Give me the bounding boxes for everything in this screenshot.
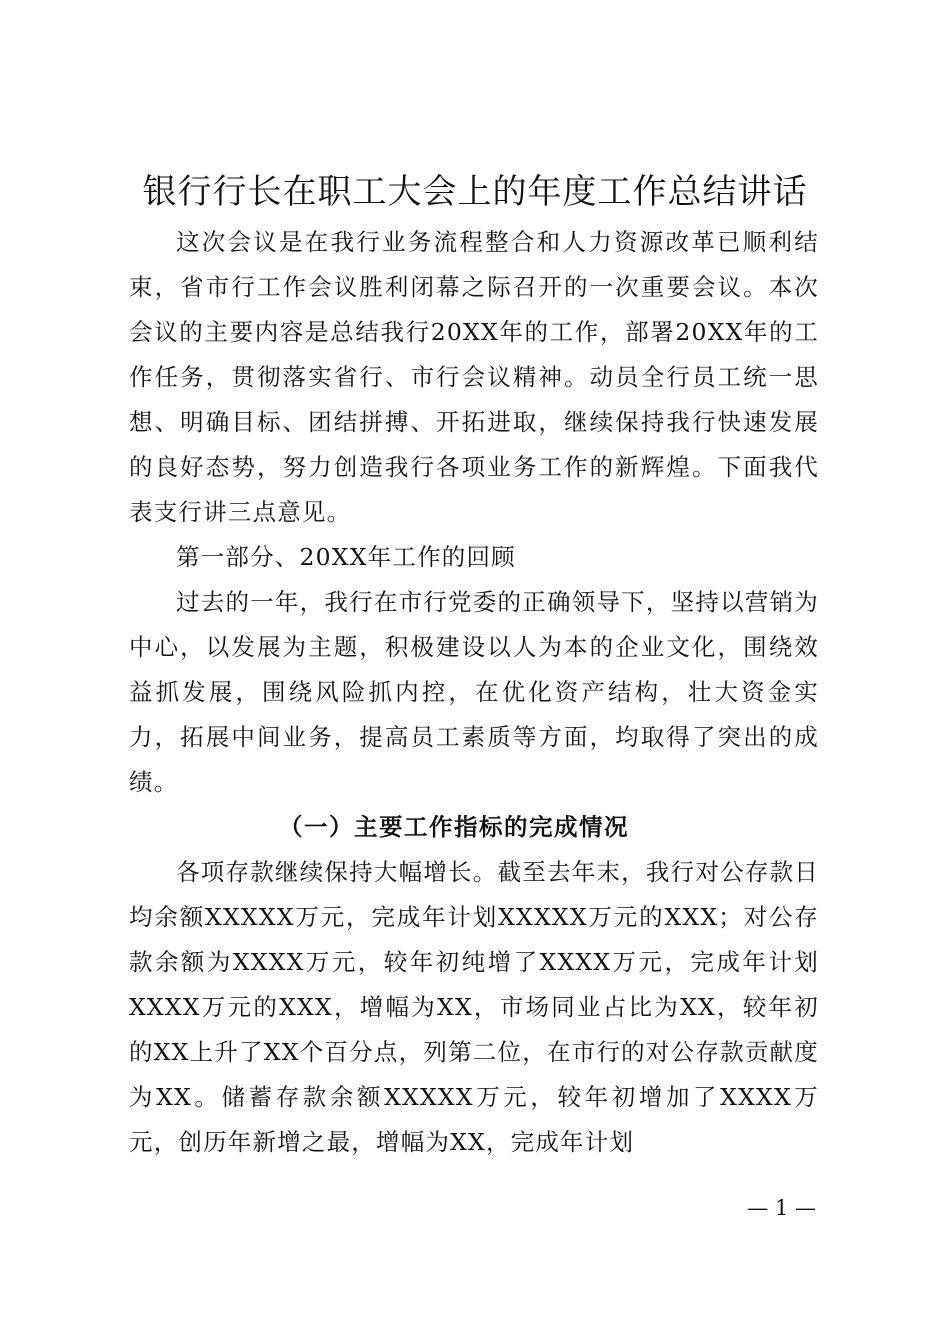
deposits-paragraph: 各项存款继续保持大幅增长。截至去年末，我行对公存款日均余额XXXXX万元，完成年计划XXXXX万元的XXX；对公存款余额为XXXX万元，较年初纯增了XXXX万元，完成年计划XXXX万元的XXX，增幅为XX，市场同业占比为XX，较年初的XX上升了XX个百分点，列第二位，在市行的对公存款贡献度为XX。储蓄存款余额XXXXX万元，较年初增加了XXXX万元，创历年新增之最，增幅为XX，完成年计划: [129, 858, 819, 1156]
document-body: [129, 220, 819, 1165]
subsection-heading: （一）主要工作指标的完成情况: [279, 813, 629, 841]
section-heading: 第一部分、20XX年工作的回顾: [176, 543, 516, 571]
document-title: 银行行长在职工大会上的年度工作总结讲话: [142, 172, 808, 212]
intro-paragraph: 这次会议是在我行业务流程整合和人力资源改革已顺利结束，省市行工作会议胜利闭幕之际召开的一次重要会议。本次会议的主要内容是总结我行20XX年的工作，部署20XX年的工作任务，贯彻落实省行、市行会议精神。动员全行员工统一思想、明确目标、团结拼搏、开拓进取，继续保持我行快速发展的良好态势，努力创造我行各项业务工作的新辉煌。下面我代表支行讲三点意见。: [129, 228, 819, 526]
page-number: — 1 —: [747, 1196, 816, 1220]
review-paragraph: 过去的一年，我行在市行党委的正确领导下，坚持以营销为中心，以发展为主题，积极建设以人为本的企业文化，围绕效益抓发展，围绕风险抓内控，在优化资产结构，壮大资金实力，拓展中间业务，提高员工素质等方面，均取得了突出的成绩。: [129, 588, 819, 796]
